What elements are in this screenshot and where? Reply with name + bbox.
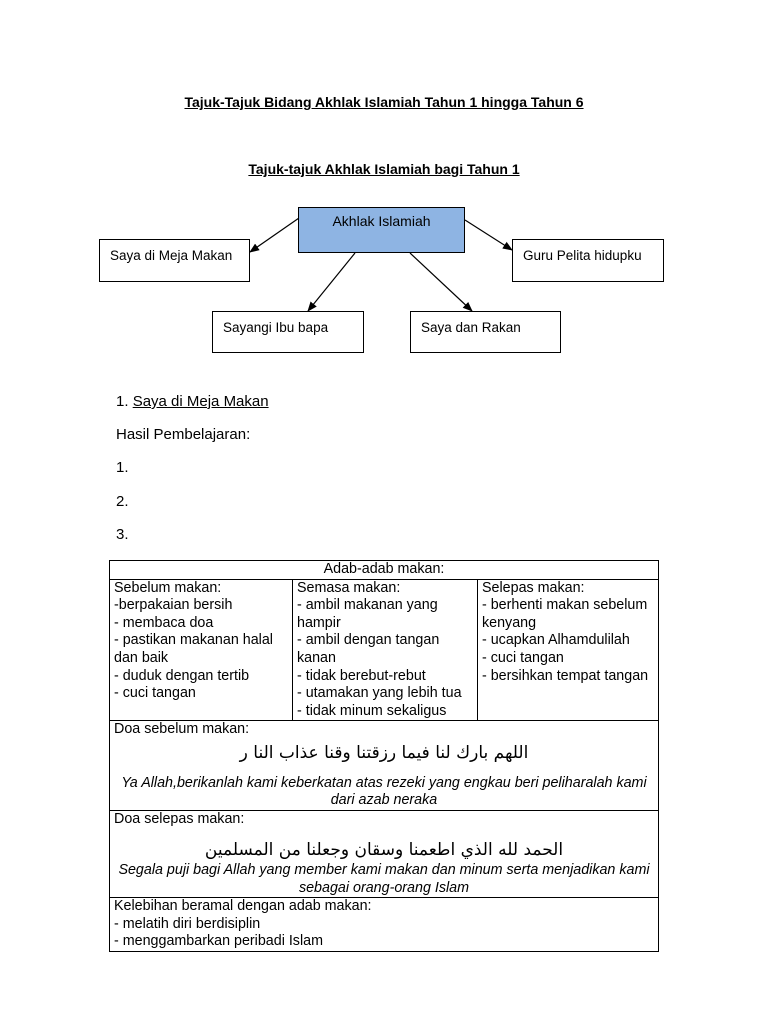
doa-sebelum-label: Doa sebelum makan: xyxy=(114,721,250,738)
sebelum-item: - cuci tangan xyxy=(114,685,196,702)
section-heading xyxy=(116,393,269,410)
doa-sebelum-arabic: اللهم بارك لنا فيما رزقتنا وقنا عذاب النا ر xyxy=(239,742,529,763)
selepas-item: - ucapkan Alhamdulilah xyxy=(482,632,630,649)
kelebihan-label: Kelebihan beramal dengan adab makan: xyxy=(114,898,372,915)
diagram-node-left: Saya di Meja Makan xyxy=(99,239,250,282)
selepas-item: - bersihkan tempat tangan xyxy=(482,667,649,684)
kelebihan-item: - melatih diri berdisiplin xyxy=(114,915,261,932)
arrow-to-bottom-right xyxy=(410,253,472,311)
main-title: Tajuk-Tajuk Bidang Akhlak Islamiah Tahun 1 hingga Tahun 6 xyxy=(184,94,584,110)
sebelum-item: - pastikan makanan halal dan baik xyxy=(114,632,273,666)
semasa-item: - tidak minum sekaligus xyxy=(297,702,447,719)
sebelum-item: -berpakaian bersih xyxy=(114,597,233,614)
kelebihan-cell xyxy=(110,898,659,952)
sebelum-item: - duduk dengan tertib xyxy=(114,667,250,684)
sebelum-cell xyxy=(110,579,293,721)
hasil-item-3: 3. xyxy=(116,526,129,543)
semasa-cell xyxy=(293,579,478,721)
table-header: Adab-adab makan: xyxy=(110,561,659,580)
sebelum-title: Sebelum makan: xyxy=(114,579,222,596)
semasa-item: - ambil makanan yang hampir xyxy=(297,597,438,631)
hasil-item-2: 2. xyxy=(116,493,129,510)
selepas-item: - berhenti makan sebelum kenyang xyxy=(482,597,648,631)
selepas-item: - cuci tangan xyxy=(482,649,564,666)
adab-table xyxy=(109,560,659,952)
diagram-node-bottom-right: Saya dan Rakan xyxy=(410,311,561,353)
doa-selepas-arabic: الحمد لله الذي اطعمنا وسقان وجعلنا من المسلمين xyxy=(204,840,564,861)
diagram-node-right: Guru Pelita hidupku xyxy=(512,239,664,282)
arrow-to-bottom-left xyxy=(308,253,355,311)
doa-sebelum-translation: Ya Allah,berikanlah kami keberkatan atas rezeki yang engkau beri peliharalah kami dari azab neraka xyxy=(121,774,647,809)
semasa-title: Semasa makan: xyxy=(297,579,401,596)
selepas-cell xyxy=(478,579,659,721)
section-title: Saya di Meja Makan xyxy=(132,393,269,410)
kelebihan-item: - menggambarkan peribadi Islam xyxy=(114,933,323,950)
hasil-item-1: 1. xyxy=(116,459,129,476)
diagram-center-node: Akhlak Islamiah xyxy=(298,207,465,253)
doa-selepas-translation: Segala puji bagi Allah yang member kami makan dan minum serta menjadikan kami sebagai orang-orang Islam xyxy=(118,861,650,896)
section-number: 1. xyxy=(116,393,129,410)
arrow-to-right xyxy=(465,220,512,250)
semasa-item: - utamakan yang lebih tua xyxy=(297,685,462,702)
arrow-to-left xyxy=(250,218,299,252)
sub-title: Tajuk-tajuk Akhlak Islamiah bagi Tahun 1 xyxy=(248,161,520,177)
sebelum-item: - membaca doa xyxy=(114,614,214,631)
diagram-arrows xyxy=(0,0,768,400)
doa-selepas-cell xyxy=(110,810,659,897)
hasil-label: Hasil Pembelajaran: xyxy=(116,426,251,443)
doa-sebelum-cell xyxy=(110,721,659,810)
semasa-item: - tidak berebut-rebut xyxy=(297,667,426,684)
diagram-node-bottom-left: Sayangi Ibu bapa xyxy=(212,311,364,353)
selepas-title: Selepas makan: xyxy=(482,579,585,596)
semasa-item: - ambil dengan tangan kanan xyxy=(297,632,440,666)
doa-selepas-label: Doa selepas makan: xyxy=(114,810,245,827)
